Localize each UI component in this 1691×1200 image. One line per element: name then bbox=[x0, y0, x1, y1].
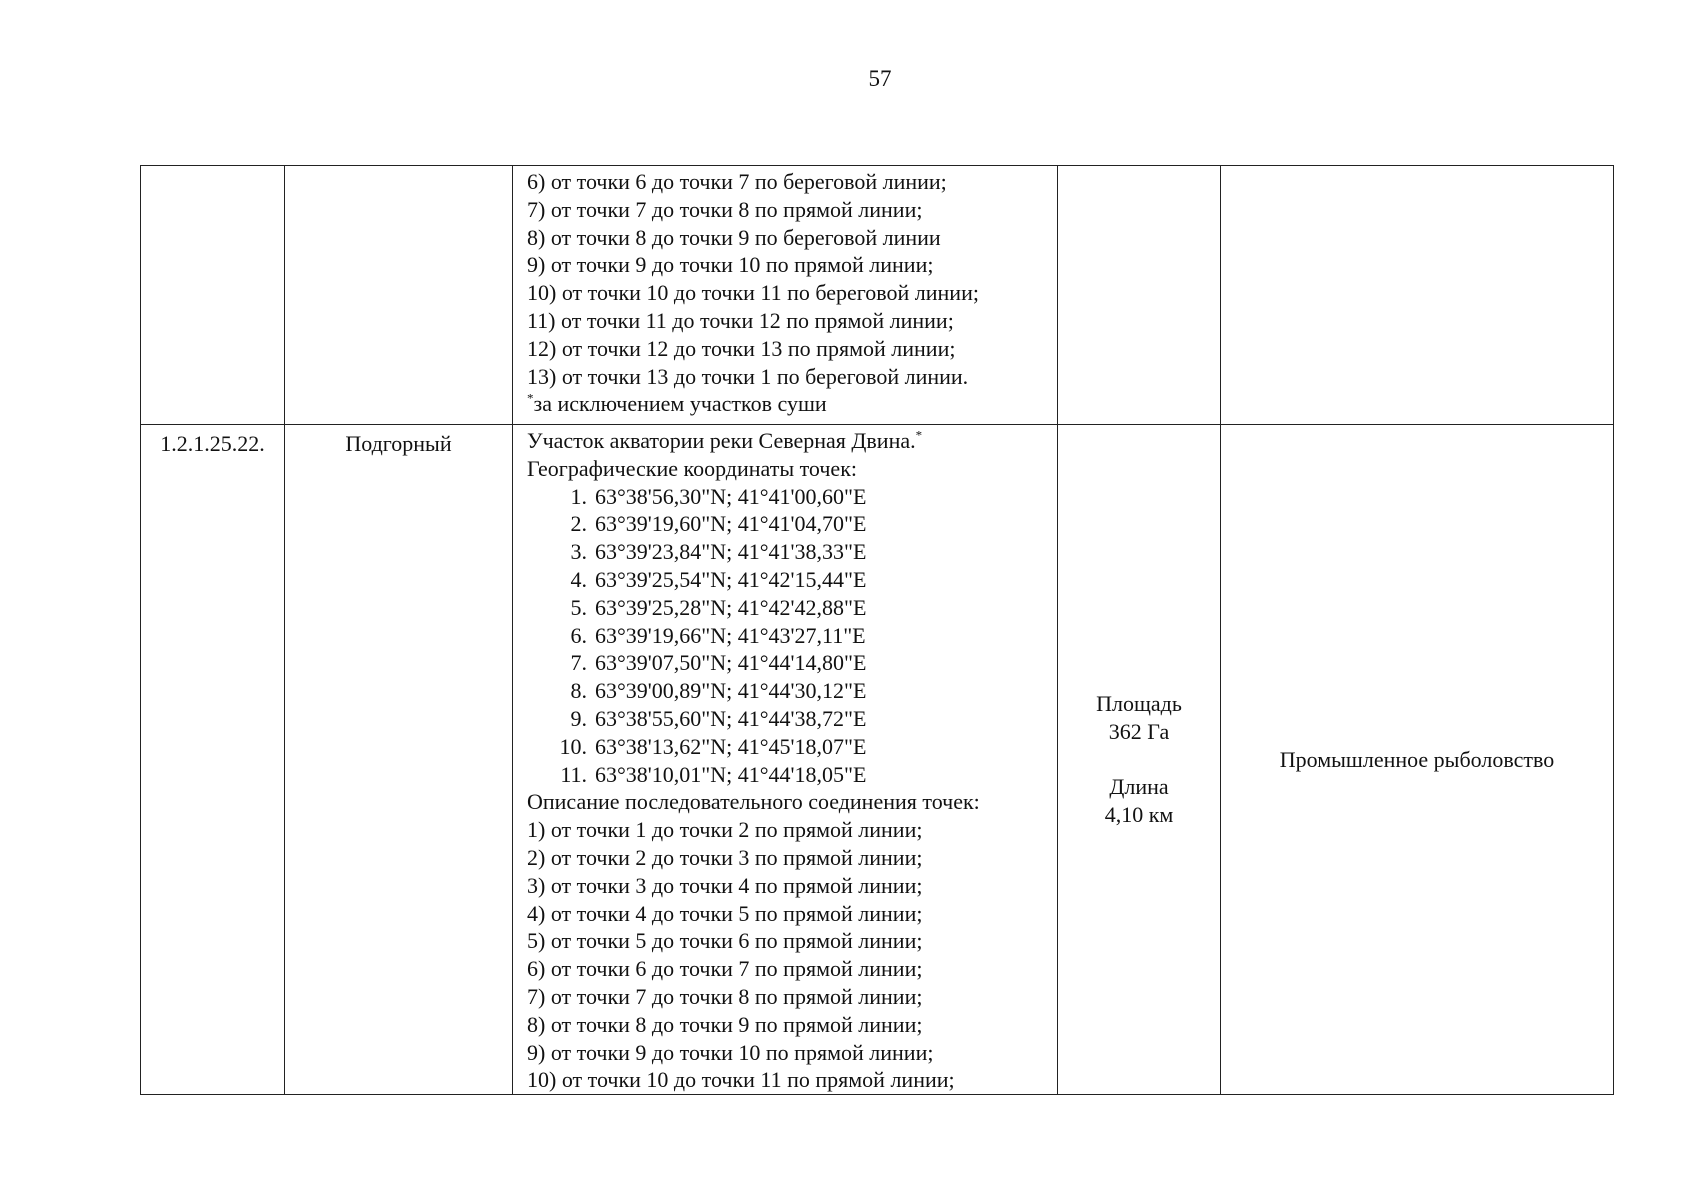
footnote-text: за исключением участков суши bbox=[533, 391, 827, 417]
area-title bbox=[527, 427, 1047, 455]
coordinate-value: 63°38'13,62"N; 41°45'18,07"E bbox=[595, 733, 867, 759]
purpose-cell: Промышленное рыболовство bbox=[1221, 425, 1614, 1095]
coordinate-item bbox=[527, 594, 1047, 622]
connection-line: 7) от точки 7 до точки 8 по прямой линии; bbox=[527, 983, 923, 1009]
connection-line: 6) от точки 6 до точки 7 по береговой линии; bbox=[527, 169, 947, 194]
footnote-mark: * bbox=[527, 391, 534, 407]
connection-line: 6) от точки 6 до точки 7 по прямой линии; bbox=[527, 956, 923, 982]
coordinate-number: 8. bbox=[570, 678, 587, 704]
continuation-description-cell bbox=[513, 166, 1058, 425]
connection-line: 10) от точки 10 до точки 11 по береговой линии; bbox=[527, 280, 979, 306]
coordinate-number: 11. bbox=[560, 761, 587, 787]
length-label: Длина bbox=[1109, 774, 1169, 800]
coordinate-value: 63°39'25,28"N; 41°42'42,88"E bbox=[595, 594, 867, 620]
coordinate-number: 3. bbox=[570, 539, 587, 565]
length-value: 4,10 км bbox=[1104, 802, 1174, 828]
coordinate-value: 63°38'10,01"N; 41°44'18,05"E bbox=[595, 761, 867, 787]
coordinate-item bbox=[527, 705, 1047, 733]
number-cell-empty bbox=[141, 166, 285, 425]
footnote bbox=[527, 390, 1047, 418]
coordinate-value: 63°39'25,54"N; 41°42'15,44"E bbox=[595, 566, 867, 592]
coordinate-item bbox=[527, 622, 1047, 650]
area-row bbox=[141, 425, 1614, 1095]
connection-line: 5) от точки 5 до точки 6 по прямой линии; bbox=[527, 928, 923, 954]
connection-line: 2) от точки 2 до точки 3 по прямой линии; bbox=[527, 844, 923, 870]
coordinate-number: 9. bbox=[570, 705, 587, 731]
purpose-cell-empty bbox=[1221, 166, 1614, 425]
area-size-cell bbox=[1058, 425, 1221, 1095]
connection-line: 9) от точки 9 до точки 10 по прямой линии; bbox=[527, 1039, 934, 1065]
connection-line: 13) от точки 13 до точки 1 по береговой линии. bbox=[527, 363, 969, 389]
connection-line: 11) от точки 11 до точки 12 по прямой линии; bbox=[527, 307, 954, 333]
page-number: 57 bbox=[868, 66, 892, 91]
connection-line: 4) от точки 4 до точки 5 по прямой линии; bbox=[527, 900, 923, 926]
coordinate-number: 10. bbox=[559, 733, 587, 759]
connection-line: 1) от точки 1 до точки 2 по прямой линии; bbox=[527, 817, 923, 843]
name-cell-empty bbox=[285, 166, 513, 425]
area-label: Площадь bbox=[1096, 691, 1182, 717]
coordinate-number: 7. bbox=[570, 650, 587, 676]
connection-line: 7) от точки 7 до точки 8 по прямой линии; bbox=[527, 196, 923, 222]
connection-line: 8) от точки 8 до точки 9 по береговой линии bbox=[527, 224, 941, 250]
coords-heading: Географические координаты точек: bbox=[527, 455, 857, 481]
fishing-areas-table bbox=[140, 165, 1614, 1095]
coordinate-item bbox=[527, 538, 1047, 566]
coordinate-value: 63°39'00,89"N; 41°44'30,12"E bbox=[595, 678, 867, 704]
size-cell-empty bbox=[1058, 166, 1221, 425]
coordinate-value: 63°39'19,66"N; 41°43'27,11"E bbox=[595, 622, 866, 648]
coordinate-value: 63°39'07,50"N; 41°44'14,80"E bbox=[595, 650, 867, 676]
coordinate-number: 1. bbox=[570, 483, 587, 509]
area-number: 1.2.1.25.22. bbox=[141, 425, 285, 1095]
area-title-text: Участок акватории реки Северная Двина. bbox=[527, 428, 916, 453]
coordinate-item bbox=[527, 483, 1047, 511]
connection-line: 10) от точки 10 до точки 11 по прямой линии; bbox=[527, 1067, 955, 1093]
coordinate-value: 63°39'19,60"N; 41°41'04,70"E bbox=[595, 511, 867, 537]
coordinate-value: 63°38'55,60"N; 41°44'38,72"E bbox=[595, 705, 867, 731]
area-description-cell bbox=[513, 425, 1058, 1095]
coordinate-item bbox=[527, 510, 1047, 538]
connection-line: 8) от точки 8 до точки 9 по прямой линии; bbox=[527, 1011, 923, 1037]
area-title-mark: * bbox=[915, 427, 923, 443]
coordinate-number: 2. bbox=[570, 511, 587, 537]
coordinate-value: 63°38'56,30"N; 41°41'00,60"E bbox=[595, 483, 867, 509]
coordinate-number: 6. bbox=[570, 622, 587, 648]
area-value: 362 Га bbox=[1108, 718, 1170, 744]
coordinate-number: 4. bbox=[570, 566, 587, 592]
coordinate-item bbox=[527, 649, 1047, 677]
coordinate-value: 63°39'23,84"N; 41°41'38,33"E bbox=[595, 539, 867, 565]
coordinate-item bbox=[527, 761, 1047, 789]
coordinate-item bbox=[527, 733, 1047, 761]
connection-line: 12) от точки 12 до точки 13 по прямой линии; bbox=[527, 335, 956, 361]
connection-heading: Описание последовательного соединения точек: bbox=[527, 789, 980, 815]
coordinate-item bbox=[527, 677, 1047, 705]
coordinate-item bbox=[527, 566, 1047, 594]
coordinate-number: 5. bbox=[570, 594, 587, 620]
continuation-row bbox=[141, 166, 1614, 425]
connection-line: 3) от точки 3 до точки 4 по прямой линии; bbox=[527, 872, 923, 898]
connection-line: 9) от точки 9 до точки 10 по прямой линии; bbox=[527, 252, 934, 278]
area-name: Подгорный bbox=[285, 425, 513, 1095]
